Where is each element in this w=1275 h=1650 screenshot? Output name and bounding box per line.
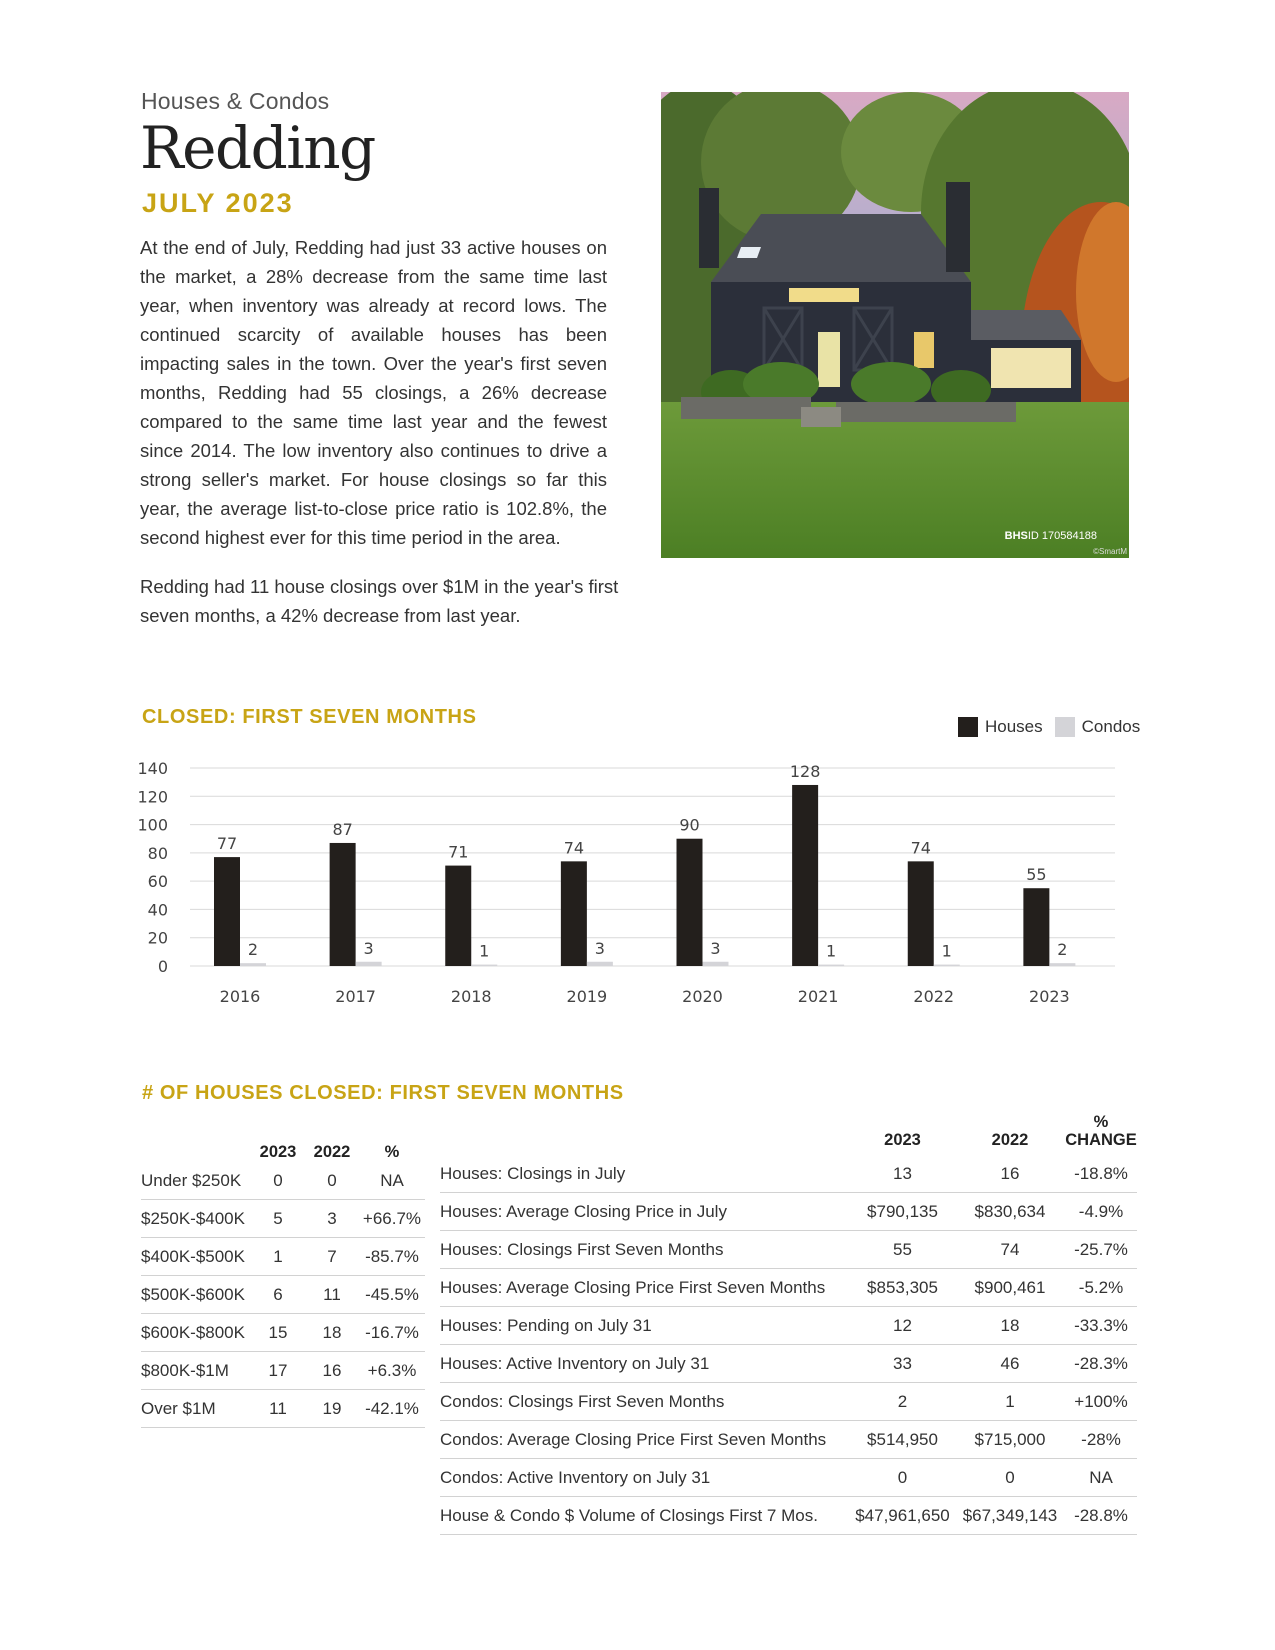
stats-table-header-2023: 2023	[884, 1131, 921, 1149]
price-table-cell-pct: -85.7%	[359, 1238, 425, 1276]
price-table-row	[141, 1238, 425, 1276]
price-table-row	[141, 1314, 425, 1352]
stats-table-cell-y2023: 2	[850, 1383, 955, 1421]
price-table-cell-y2023: 1	[251, 1238, 305, 1276]
stats-table-cell-y2023: 13	[850, 1155, 955, 1193]
houses-bar-value-label: 90	[679, 815, 700, 835]
condos-bar-value-label: 1	[941, 941, 952, 961]
price-table-cell-y2023: 5	[251, 1200, 305, 1238]
condos-bar-value-label: 1	[826, 941, 837, 961]
houses-bar-value-label: 87	[332, 819, 353, 839]
x-tick-label: 2019	[566, 987, 608, 1006]
stats-table-cell-y2022: $830,634	[955, 1193, 1065, 1231]
price-table-cell-y2023: 6	[251, 1276, 305, 1314]
stats-table-cell-y2022: 1	[955, 1383, 1065, 1421]
y-tick-label: 80	[147, 843, 168, 863]
stats-table-row	[440, 1421, 1137, 1459]
houses-bar	[1023, 888, 1049, 966]
chart-title: CLOSED: FIRST SEVEN MONTHS	[142, 706, 477, 728]
price-table-cell-y2022: 16	[305, 1352, 359, 1390]
price-table-cell-pct: -45.5%	[359, 1276, 425, 1314]
legend-houses	[958, 717, 1043, 737]
x-tick-label: 2022	[913, 987, 955, 1006]
stats-table-cell-y2022: 18	[955, 1307, 1065, 1345]
stats-table-header-pct-change: % CHANGE	[1065, 1113, 1137, 1149]
price-table-cell-y2022: 0	[305, 1162, 359, 1200]
houses-bar-value-label: 71	[448, 842, 469, 862]
price-table-cell-pct: +6.3%	[359, 1352, 425, 1390]
stats-table-row	[440, 1383, 1137, 1421]
stats-table-row	[440, 1231, 1137, 1269]
stats-table-cell-pct: -28.8%	[1065, 1497, 1137, 1535]
photo-id-caption: BHSID 170584188	[1004, 530, 1097, 542]
stats-table-cell-y2022: 16	[955, 1155, 1065, 1193]
y-tick-label: 60	[147, 872, 168, 892]
price-table-header-2023: 2023	[259, 1143, 297, 1161]
stats-table-cell-label: Houses: Active Inventory on July 31	[440, 1345, 850, 1383]
price-table-cell-pct: -42.1%	[359, 1390, 425, 1428]
stats-table-cell-label: Houses: Average Closing Price in July	[440, 1193, 850, 1231]
x-tick-label: 2018	[450, 987, 492, 1006]
stats-table-cell-y2023: 33	[850, 1345, 955, 1383]
luxury-paragraph: Redding had 11 house closings over $1M in the year's first seven months, a 42% decrease from last year.	[140, 576, 619, 626]
stats-table-cell-y2022: 0	[955, 1459, 1065, 1497]
stats-table-cell-y2022: $900,461	[955, 1269, 1065, 1307]
price-table-header-pct: %	[384, 1143, 400, 1161]
price-table-cell-pct: +66.7%	[359, 1200, 425, 1238]
houses-bar-value-label: 74	[563, 838, 585, 858]
stats-table-cell-label: Houses: Average Closing Price First Seven Months	[440, 1269, 850, 1307]
stats-table-cell-y2023: $514,950	[850, 1421, 955, 1459]
photo-copyright: ©SmartM	[1093, 547, 1127, 556]
price-table-cell-label: $400K-$500K	[141, 1238, 251, 1276]
condos-bar-value-label: 2	[247, 940, 259, 960]
report-kicker: Houses & Condos	[141, 88, 330, 114]
y-tick-label: 100	[137, 815, 168, 835]
price-table-row	[141, 1162, 425, 1200]
stats-table-cell-pct: -28%	[1065, 1421, 1137, 1459]
stats-table-cell-y2023: $853,305	[850, 1269, 955, 1307]
condos-bar-value-label: 3	[710, 938, 721, 958]
price-table-cell-y2022: 3	[305, 1200, 359, 1238]
y-tick-label: 20	[147, 928, 168, 948]
condos-bar	[240, 963, 266, 966]
stats-table-cell-y2022: $715,000	[955, 1421, 1065, 1459]
price-table-row	[141, 1390, 425, 1428]
x-tick-label: 2020	[682, 987, 723, 1006]
closings-bar-chart	[130, 748, 1130, 1018]
price-table-cell-y2023: 17	[251, 1352, 305, 1390]
stats-table-cell-label: Houses: Closings in July	[440, 1155, 850, 1193]
houses-bar	[214, 857, 240, 966]
stats-table-cell-y2023: $790,135	[850, 1193, 955, 1231]
x-tick-label: 2017	[335, 987, 376, 1006]
stats-table-cell-pct: -28.3%	[1065, 1345, 1137, 1383]
condos-bar	[818, 965, 844, 966]
houses-bar-value-label: 77	[216, 834, 238, 854]
y-tick-label: 140	[137, 759, 168, 778]
stats-table-cell-y2023: $47,961,650	[850, 1497, 955, 1535]
stats-table-cell-pct: +100%	[1065, 1383, 1137, 1421]
stats-table-header-2022: 2022	[991, 1131, 1029, 1149]
stats-table-cell-pct: -33.3%	[1065, 1307, 1137, 1345]
y-tick-label: 120	[137, 787, 168, 807]
stats-table-row	[440, 1193, 1137, 1231]
houses-bar	[445, 866, 471, 966]
price-table-cell-y2022: 11	[305, 1276, 359, 1314]
legend-condos-label: Condos	[1081, 717, 1141, 736]
market-stats-table	[440, 1113, 1137, 1535]
stats-table-cell-y2023: 55	[850, 1231, 955, 1269]
stats-table-cell-y2022: $67,349,143	[955, 1497, 1065, 1535]
price-table-cell-y2023: 0	[251, 1162, 305, 1200]
price-table-cell-label: Over $1M	[141, 1390, 251, 1428]
stats-table-cell-label: Houses: Pending on July 31	[440, 1307, 850, 1345]
stats-table-row	[440, 1307, 1137, 1345]
houses-bar	[330, 843, 356, 966]
price-table-cell-y2023: 11	[251, 1390, 305, 1428]
condos-bar	[1049, 963, 1075, 966]
stats-table-row	[440, 1459, 1137, 1497]
stats-table-cell-label: Condos: Closings First Seven Months	[440, 1383, 850, 1421]
legend-condos	[1055, 717, 1141, 737]
price-table-cell-y2022: 18	[305, 1314, 359, 1352]
condos-bar-value-label: 1	[479, 941, 490, 961]
price-table-cell-label: Under $250K	[141, 1162, 251, 1200]
intro-paragraph: At the end of July, Redding had just 33 active houses on the market, a 28% decrease from the same time last year, when inventory was already at record lows. The continued scarcity of available houses has been impacting sales in the town. Over the year's first seven months, Redding had 55 closings, a 26% decrease compared to the same time last year and the fewest since 2014. The low inventory also continues to drive a strong seller's market. For house closings so far this year, the average list-to-close price ratio is 102.8%, the second highest ever for this time period in the area.	[140, 237, 607, 548]
price-range-table	[141, 1132, 425, 1428]
houses-bar-value-label: 128	[789, 761, 821, 781]
price-table-cell-label: $600K-$800K	[141, 1314, 251, 1352]
price-table-row	[141, 1276, 425, 1314]
stats-table-cell-label: Condos: Average Closing Price First Seven Months	[440, 1421, 850, 1459]
houses-bar	[792, 785, 818, 966]
condos-bar	[356, 962, 382, 966]
price-table-cell-pct: -16.7%	[359, 1314, 425, 1352]
stats-table-cell-y2022: 74	[955, 1231, 1065, 1269]
house-photo	[661, 92, 1129, 558]
price-table-cell-label: $250K-$400K	[141, 1200, 251, 1238]
stats-table-row	[440, 1155, 1137, 1193]
price-table-row	[141, 1200, 425, 1238]
legend-condos-swatch	[1055, 717, 1075, 737]
stats-table-cell-pct: -18.8%	[1065, 1155, 1137, 1193]
price-table-cell-y2023: 15	[251, 1314, 305, 1352]
price-table-cell-label: $500K-$600K	[141, 1276, 251, 1314]
stats-table-cell-label: House & Condo $ Volume of Closings First 7 Mos.	[440, 1497, 850, 1535]
price-table-title: # OF HOUSES CLOSED: FIRST SEVEN MONTHS	[142, 1082, 624, 1104]
chart-legend	[958, 717, 1152, 737]
report-period: JULY 2023	[142, 188, 294, 218]
x-tick-label: 2023	[1029, 987, 1070, 1006]
condos-bar-value-label: 3	[594, 938, 605, 958]
x-tick-label: 2021	[797, 987, 839, 1006]
houses-bar	[561, 861, 587, 966]
stats-table-cell-y2023: 12	[850, 1307, 955, 1345]
stats-table-cell-label: Houses: Closings First Seven Months	[440, 1231, 850, 1269]
x-tick-label: 2016	[219, 987, 261, 1006]
condos-bar-value-label: 2	[1057, 940, 1068, 960]
town-title: Redding	[140, 114, 375, 182]
price-table-row	[141, 1352, 425, 1390]
stats-table-cell-y2023: 0	[850, 1459, 955, 1497]
condos-bar	[587, 962, 613, 966]
houses-bar-value-label: 55	[1026, 865, 1047, 885]
condos-bar	[471, 965, 497, 966]
condos-bar	[934, 965, 960, 966]
y-tick-label: 40	[147, 900, 168, 920]
stats-table-cell-label: Condos: Active Inventory on July 31	[440, 1459, 850, 1497]
price-table-header-blank	[141, 1132, 251, 1162]
houses-bar	[677, 839, 703, 966]
y-tick-label: 0	[157, 957, 168, 976]
stats-table-row	[440, 1497, 1137, 1535]
price-table-cell-label: $800K-$1M	[141, 1352, 251, 1390]
stats-table-cell-pct: NA	[1065, 1459, 1137, 1497]
price-table-cell-y2022: 19	[305, 1390, 359, 1428]
legend-houses-swatch	[958, 717, 978, 737]
legend-houses-label: Houses	[985, 717, 1043, 736]
stats-table-header-blank	[440, 1113, 850, 1155]
houses-bar	[908, 861, 934, 966]
price-table-cell-y2022: 7	[305, 1238, 359, 1276]
price-table-cell-pct: NA	[359, 1162, 425, 1200]
condos-bar	[703, 962, 729, 966]
condos-bar-value-label: 3	[363, 938, 374, 958]
stats-table-cell-y2022: 46	[955, 1345, 1065, 1383]
stats-table-cell-pct: -4.9%	[1065, 1193, 1137, 1231]
stats-table-cell-pct: -5.2%	[1065, 1269, 1137, 1307]
stats-table-row	[440, 1345, 1137, 1383]
houses-bar-value-label: 74	[910, 838, 931, 858]
stats-table-cell-pct: -25.7%	[1065, 1231, 1137, 1269]
price-table-header-2022: 2022	[313, 1143, 351, 1161]
stats-table-row	[440, 1269, 1137, 1307]
